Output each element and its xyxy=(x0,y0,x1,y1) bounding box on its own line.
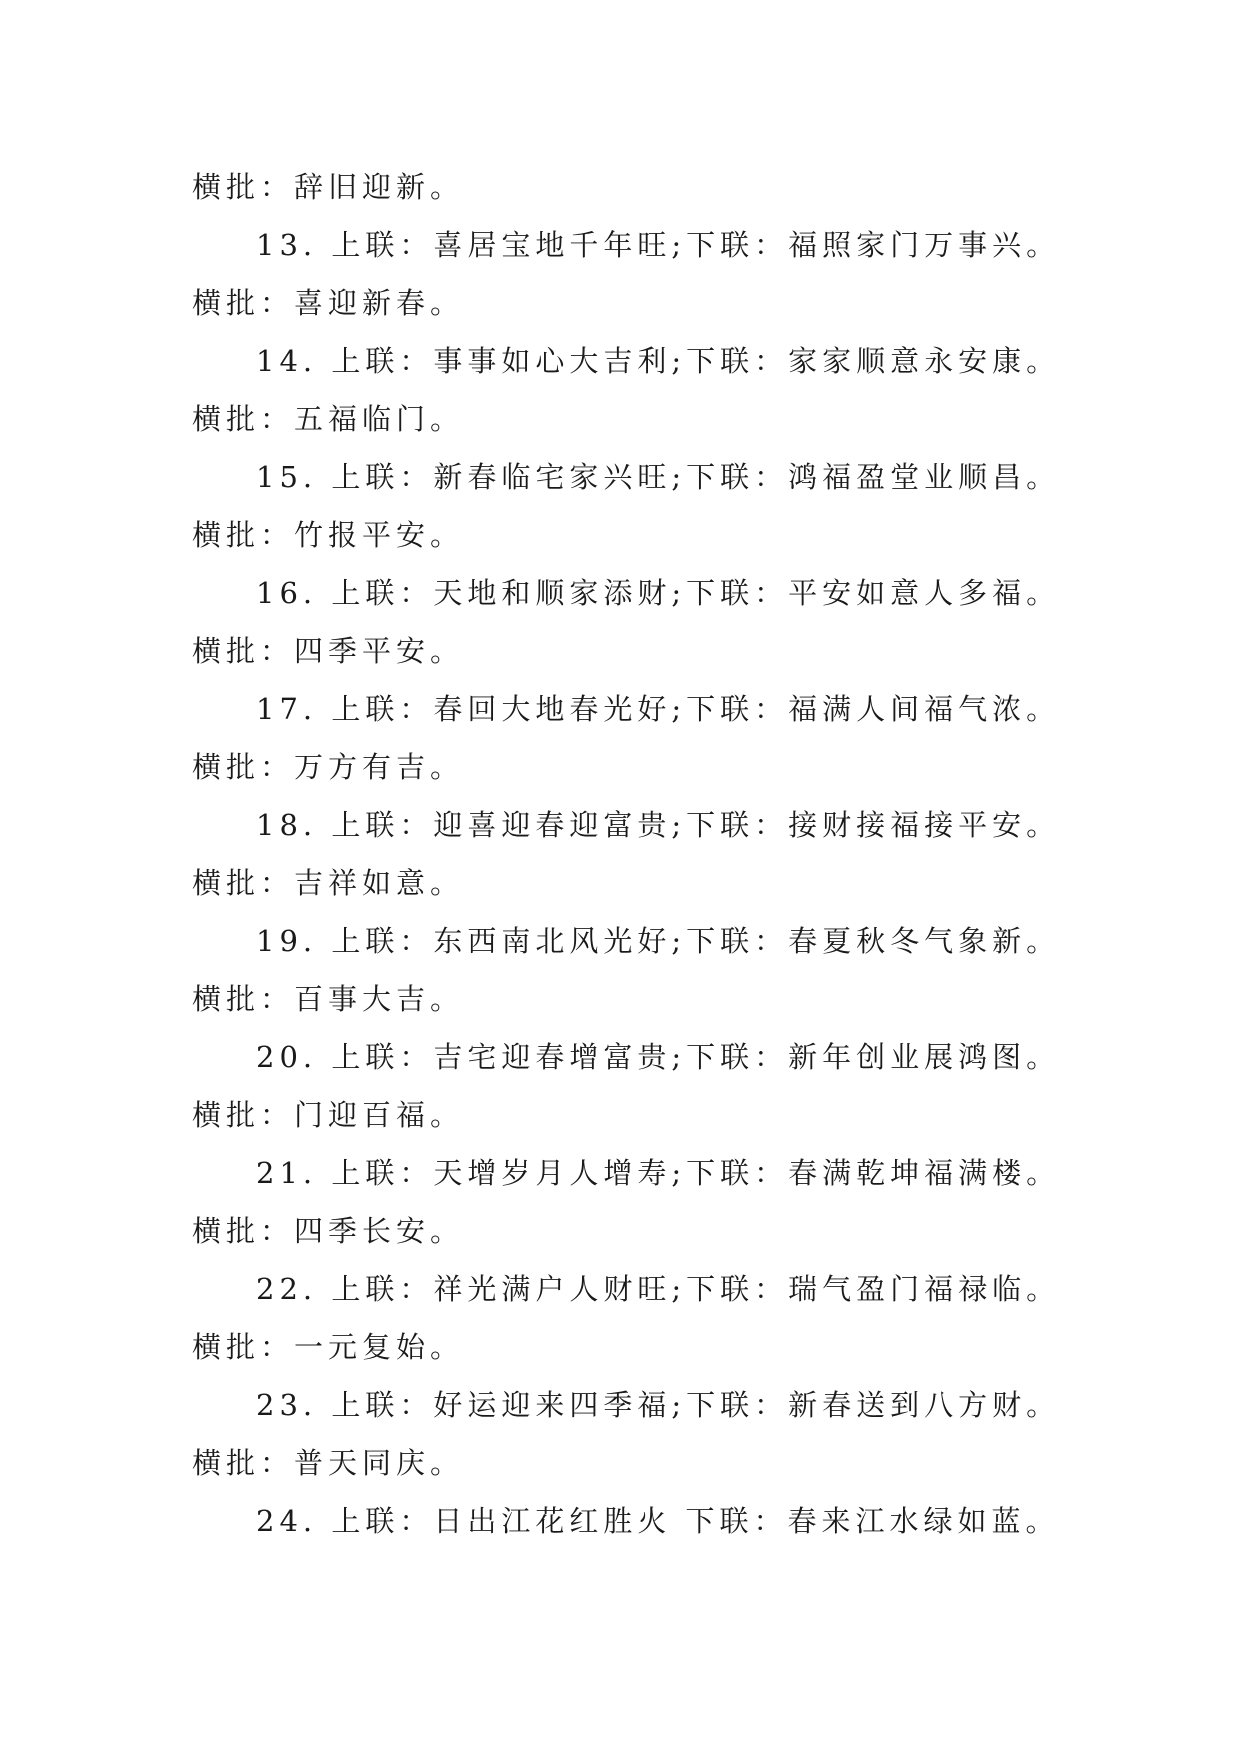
couplet-line: 24. 上联：日出江花红胜火 下联：春来江水绿如蓝。 xyxy=(256,1504,1060,1538)
horizontal-scroll-line: 横批：竹报平安。 xyxy=(192,518,465,552)
horizontal-scroll-line: 横批：四季平安。 xyxy=(192,634,465,668)
horizontal-scroll-line: 横批：普天同庆。 xyxy=(192,1446,465,1480)
horizontal-scroll-line: 横批：五福临门。 xyxy=(192,402,465,436)
horizontal-scroll-line: 横批：万方有吉。 xyxy=(192,750,465,784)
couplet-line: 20. 上联：吉宅迎春增富贵;下联：新年创业展鸿图。 xyxy=(256,1040,1061,1074)
horizontal-scroll-line: 横批：喜迎新春。 xyxy=(192,286,465,320)
horizontal-scroll-line: 横批：百事大吉。 xyxy=(192,982,465,1016)
couplet-line: 18. 上联：迎喜迎春迎富贵;下联：接财接福接平安。 xyxy=(256,808,1061,842)
couplet-line: 13. 上联：喜居宝地千年旺;下联：福照家门万事兴。 xyxy=(256,228,1061,262)
horizontal-scroll-line: 横批：门迎百福。 xyxy=(192,1098,465,1132)
couplet-line: 23. 上联：好运迎来四季福;下联：新春送到八方财。 xyxy=(256,1388,1061,1422)
couplet-line: 14. 上联：事事如心大吉利;下联：家家顺意永安康。 xyxy=(256,344,1061,378)
document-body xyxy=(192,158,1061,1550)
couplet-line: 17. 上联：春回大地春光好;下联：福满人间福气浓。 xyxy=(256,692,1061,726)
couplet-line: 22. 上联：祥光满户人财旺;下联：瑞气盈门福禄临。 xyxy=(256,1272,1061,1306)
horizontal-scroll-line: 横批：吉祥如意。 xyxy=(192,866,465,900)
couplet-line: 19. 上联：东西南北风光好;下联：春夏秋冬气象新。 xyxy=(256,924,1061,958)
horizontal-scroll-line: 横批：四季长安。 xyxy=(192,1214,465,1248)
couplet-line: 21. 上联：天增岁月人增寿;下联：春满乾坤福满楼。 xyxy=(256,1156,1061,1190)
couplet-line: 16. 上联：天地和顺家添财;下联：平安如意人多福。 xyxy=(256,576,1061,610)
couplet-line: 15. 上联：新春临宅家兴旺;下联：鸿福盈堂业顺昌。 xyxy=(256,460,1061,494)
horizontal-scroll-line: 横批：一元复始。 xyxy=(192,1330,465,1364)
horizontal-scroll-line: 横批：辞旧迎新。 xyxy=(192,170,465,204)
